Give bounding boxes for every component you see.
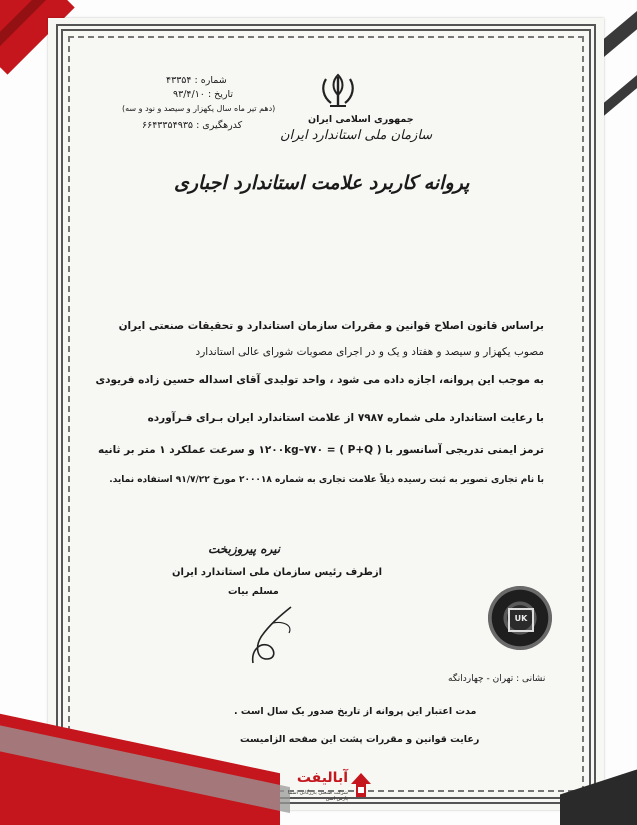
- code-label: کدرهگیری :: [196, 120, 243, 131]
- signatory-note: مسلم بیات: [228, 586, 279, 597]
- handwritten-signature-icon: [243, 603, 313, 673]
- code-value: ۶۶۴۳۳۵۴۹۳۵: [142, 120, 194, 131]
- address: نشانی : تهران - چهاردانگه: [448, 674, 546, 684]
- number-value: ۴۳۳۵۴: [166, 75, 192, 86]
- standard-seal: [488, 586, 552, 650]
- date-value: ۹۳/۴/۱۰: [173, 89, 205, 100]
- number-label: شماره :: [194, 75, 227, 86]
- body-line-1: براساس قانون اصلاح قوانین و مقررات سازمان استاندارد و تحقیقات صنعتی ایران: [118, 320, 544, 332]
- body-line-6: با نام تجاری تصویر به ثبت رسیده ذیلاً علامت تجاری به شماره ۲۰۰۰۱۸ مورخ ۹۱/۷/۲۲ استفاده نماید.: [109, 475, 544, 485]
- republic-label: جمهوری اسلامی ایران: [308, 114, 414, 125]
- validity-note: مدت اعتبار این پروانه از تاریخ صدور یک سال است .: [234, 706, 477, 717]
- date-row: [173, 88, 233, 101]
- body-line-2: مصوب یکهزار و سیصد و هفتاد و یک و در اجرای مصوبات شورای عالی استاندارد: [195, 346, 544, 358]
- seal-badge: UK: [508, 608, 534, 632]
- brand-name: آبالیفت: [296, 770, 348, 786]
- certificate-title: پروانه کاربرد علامت استاندارد اجباری: [174, 172, 470, 194]
- signatory-role: ازطرف رئیس سازمان ملی استاندارد ایران: [172, 567, 383, 578]
- certificate-paper: [48, 18, 604, 810]
- brand-logo: [282, 770, 372, 806]
- body-line-3: به موجب این پروانه، اجازه داده می شود ، واحد تولیدی آقای اسداله حسین زاده فریودی: [95, 374, 544, 386]
- code-row: [142, 119, 242, 132]
- body-line-5: ترمز ایمنی تدریجی آسانسور با ۱۲۰۰kg–۷۷۰ = ( P+Q ) و سرعت عملکرد ۱ متر بر ثانیه: [97, 444, 544, 456]
- brand-logo-icon: [350, 772, 372, 798]
- date-label: تاریخ :: [207, 89, 234, 100]
- iran-emblem-icon: [318, 73, 358, 109]
- footer-note: رعایت قوانین و مقررات پشت این صفحه الزامیست: [240, 734, 480, 745]
- signatory-name: نیره پیروزبخت: [208, 542, 281, 556]
- date-note: (دهم تیر ماه سال یکهزار و سیصد و نود و سه): [122, 104, 276, 113]
- body-line-4: با رعایت استاندارد ملی شماره ۷۹۸۷ از علامت استاندارد ایران بـرای فـرآورده: [147, 412, 544, 424]
- certificate-document: [48, 18, 604, 810]
- number-row: [166, 74, 227, 87]
- brand-tagline: شرکت صنعتی بازرگانی اسما پارس اسن: [287, 790, 348, 802]
- organization-name: سازمان ملی استاندارد ایران: [280, 128, 433, 143]
